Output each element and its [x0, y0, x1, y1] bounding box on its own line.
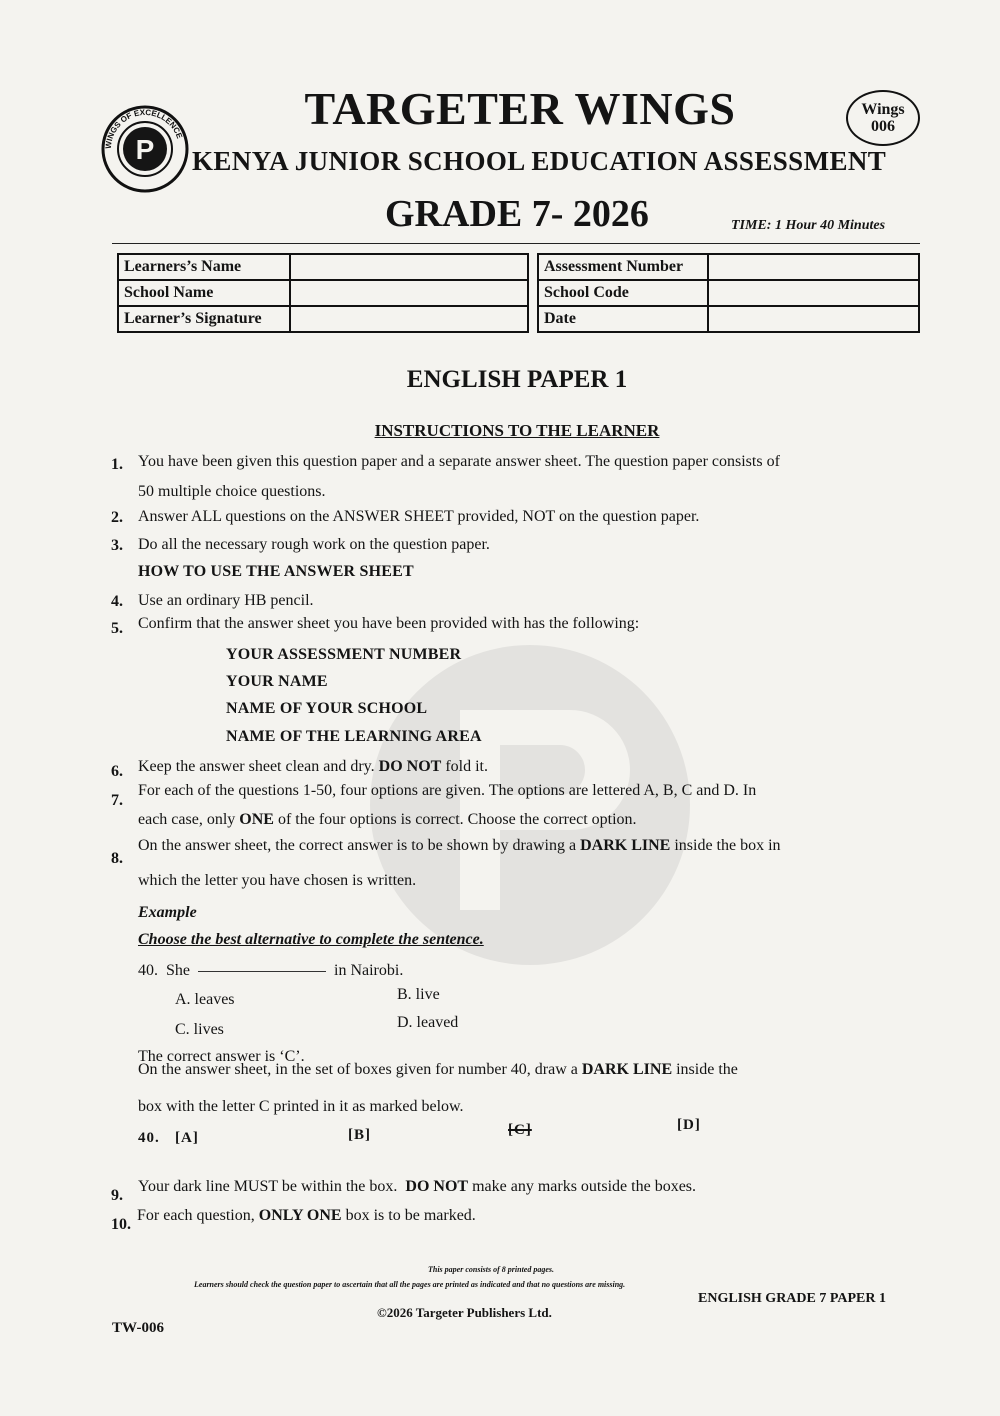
instruction-6: [138, 757, 488, 777]
detail-label: Learner’s Signature: [118, 306, 290, 332]
option-d: D. leaved: [397, 1014, 459, 1031]
answer-box-d: [D]: [677, 1117, 701, 1133]
draw-instruction-line-1: [138, 1060, 738, 1080]
date-field[interactable]: [708, 306, 919, 332]
detail-row: [118, 306, 528, 332]
instruction-9: [138, 1177, 696, 1197]
logo-letter: P: [135, 134, 155, 165]
text-run: Keep the answer sheet clean and dry.: [138, 758, 375, 775]
item-number: 9.: [111, 1187, 123, 1204]
detail-label: Learners’s Name: [118, 254, 290, 280]
text-run: Your dark line MUST be within the box.: [138, 1178, 398, 1195]
instruction-4: Use an ordinary HB pencil.: [138, 592, 314, 609]
instructions-title: INSTRUCTIONS TO THE LEARNER: [374, 421, 660, 440]
school-name-field[interactable]: [290, 280, 528, 306]
draw-instruction-line-2: box with the letter C printed in it as marked below.: [138, 1098, 464, 1115]
checklist-item: NAME OF THE LEARNING AREA: [226, 728, 482, 745]
item-number: 5.: [111, 620, 123, 637]
emphasis: ONLY ONE: [258, 1207, 342, 1224]
item-number: 7.: [111, 792, 123, 809]
badge-line-1: Wings: [861, 101, 905, 118]
detail-label: School Code: [538, 280, 708, 306]
watermark-logo: [365, 640, 695, 970]
example-instruction: Choose the best alternative to complete the sentence.: [138, 931, 484, 948]
text-run: On the answer sheet, the correct answer is to be shown by drawing a: [138, 837, 577, 854]
answer-box-c-marked: [C]: [508, 1122, 532, 1138]
example-question: [138, 961, 403, 981]
detail-row: [118, 254, 528, 280]
answer-box-b: [B]: [348, 1127, 371, 1143]
answer-box-a: [A]: [175, 1130, 199, 1146]
paper-label: ENGLISH GRADE 7 PAPER 1: [698, 1291, 886, 1306]
instruction-10: [137, 1206, 476, 1226]
question-number: 40.: [138, 962, 158, 979]
detail-label: Assessment Number: [538, 254, 708, 280]
badge-line-2: 006: [871, 118, 895, 135]
instruction-1-line-2: 50 multiple choice questions.: [138, 483, 326, 500]
grade-year: GRADE 7- 2026: [385, 193, 649, 235]
emphasis: DO NOT: [378, 758, 442, 775]
detail-row: [538, 306, 919, 332]
text-run: of the four options is correct. Choose the correct option.: [277, 811, 637, 828]
copyright: ©2026 Targeter Publishers Ltd.: [377, 1305, 552, 1320]
instruction-7-line-2: [138, 810, 637, 830]
detail-row: [538, 280, 919, 306]
answer-sheet-heading: HOW TO USE THE ANSWER SHEET: [138, 563, 414, 580]
option-a: A. leaves: [175, 991, 235, 1008]
assessment-number-field[interactable]: [708, 254, 919, 280]
text-run: fold it.: [445, 758, 488, 775]
text-run: box is to be marked.: [345, 1207, 476, 1224]
checklist-item: YOUR NAME: [226, 673, 328, 690]
learner-details-left: [117, 253, 529, 333]
item-number: 1.: [111, 456, 123, 473]
check-pages-note: Learners should check the question paper to ascertain that all the pages are printed as indicated and that no questions are missing.: [194, 1280, 626, 1289]
instruction-7-line-1: For each of the questions 1-50, four options are given. The options are lettered A, B, C and D. In: [138, 782, 757, 799]
item-number: 3.: [111, 537, 123, 554]
emphasis: DARK LINE: [580, 837, 671, 854]
instruction-1-line-1: You have been given this question paper and a separate answer sheet. The question paper consists of: [138, 453, 780, 470]
text-run: inside the box in: [674, 837, 781, 854]
logo-ring-text: WINGS OF EXCELLENCE: [103, 107, 185, 150]
detail-row: [538, 254, 919, 280]
emphasis: DO NOT: [405, 1178, 469, 1195]
instruction-5: Confirm that the answer sheet you have been provided with has the following:: [138, 615, 640, 632]
page-count-note: This paper consists of 8 printed pages.: [428, 1265, 555, 1274]
text-run: On the answer sheet, in the set of boxes given for number 40, draw a: [138, 1061, 578, 1078]
instruction-8-line-1: [138, 836, 781, 856]
text-run: She: [166, 962, 190, 979]
publisher-title: TARGETER WINGS: [304, 83, 736, 134]
text-run: inside the: [676, 1061, 738, 1078]
option-c: C. lives: [175, 1021, 224, 1038]
item-number: 8.: [111, 850, 123, 867]
answer-blank: [198, 971, 326, 972]
instruction-2: Answer ALL questions on the ANSWER SHEET provided, NOT on the question paper.: [138, 508, 700, 525]
text-run: For each question,: [137, 1207, 255, 1224]
example-label: Example: [138, 904, 197, 921]
signature-field[interactable]: [290, 306, 528, 332]
learner-name-field[interactable]: [290, 254, 528, 280]
instruction-3: Do all the necessary rough work on the question paper.: [138, 536, 490, 553]
school-code-field[interactable]: [708, 280, 919, 306]
instruction-8-line-2: which the letter you have chosen is written.: [138, 872, 417, 889]
option-b: B. live: [397, 986, 440, 1003]
checklist-item: YOUR ASSESSMENT NUMBER: [226, 646, 462, 663]
correct-answer-note: The correct answer is ‘C’.: [138, 1048, 305, 1065]
learner-details-right: [537, 253, 920, 333]
emphasis: ONE: [239, 811, 274, 828]
text-run: each case, only: [138, 811, 236, 828]
item-number: 4.: [111, 593, 123, 610]
paper-code: TW-006: [112, 1320, 164, 1336]
detail-row: [118, 280, 528, 306]
text-run: make any marks outside the boxes.: [472, 1178, 697, 1195]
time-allowed: TIME: 1 Hour 40 Minutes: [731, 218, 886, 233]
emphasis: DARK LINE: [581, 1061, 673, 1078]
learner-details: [117, 253, 920, 337]
checklist-item: NAME OF YOUR SCHOOL: [226, 700, 428, 717]
item-number: 2.: [111, 509, 123, 526]
detail-label: School Name: [118, 280, 290, 306]
series-badge: [846, 90, 920, 146]
detail-label: Date: [538, 306, 708, 332]
header-divider: [112, 243, 920, 244]
item-number: 10.: [111, 1216, 131, 1233]
answer-row-number: 40.: [138, 1130, 160, 1146]
paper-title: ENGLISH PAPER 1: [406, 366, 628, 393]
text-run: in Nairobi.: [334, 962, 404, 979]
item-number: 6.: [111, 763, 123, 780]
assessment-subtitle: KENYA JUNIOR SCHOOL EDUCATION ASSESSMENT: [192, 146, 887, 176]
